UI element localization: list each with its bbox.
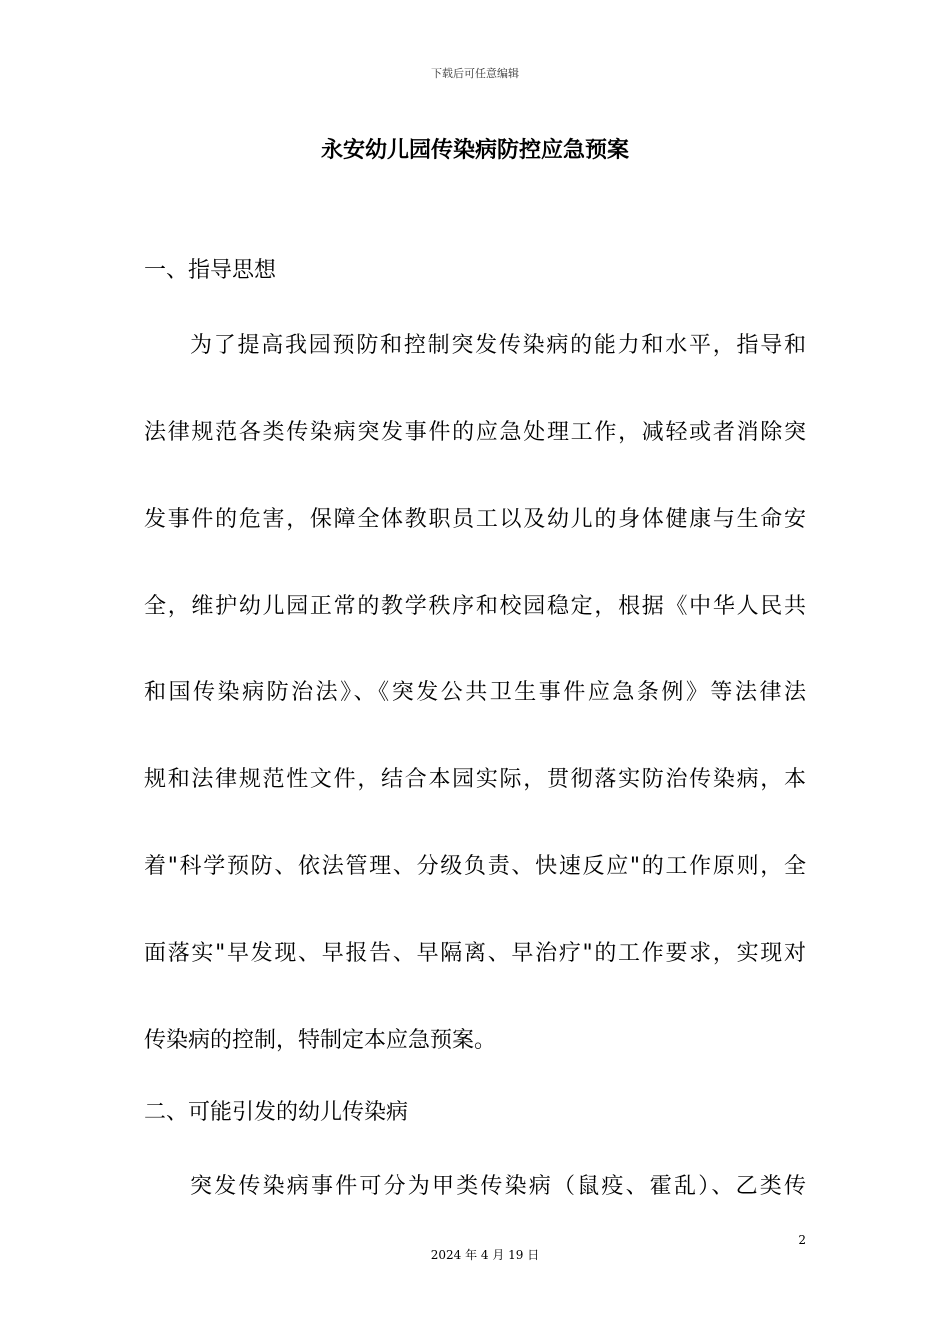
paragraph-line: 全，维护幼儿园正常的教学秩序和校园稳定，根据《中华人民共 bbox=[144, 594, 806, 619]
paragraph-line: 法律规范各类传染病突发事件的应急处理工作，减轻或者消除突 bbox=[144, 420, 806, 445]
page-number: 2 bbox=[798, 1233, 806, 1247]
paragraph-line: 突发传染病事件可分为甲类传染病（鼠疫、霍乱）、乙类传 bbox=[190, 1174, 806, 1199]
section-heading: 二、可能引发的幼儿传染病 bbox=[144, 1100, 409, 1125]
document-title: 永安幼儿园传染病防控应急预案 bbox=[320, 138, 629, 163]
paragraph-line: 传染病的控制，特制定本应急预案。 bbox=[144, 1028, 497, 1053]
paragraph-line: 和国传染病防治法》、《突发公共卫生事件应急条例》等法律法 bbox=[144, 680, 806, 705]
paragraph-line: 着"科学预防、依法管理、分级负责、快速反应"的工作原则，全 bbox=[144, 854, 806, 879]
paragraph-line: 规和法律规范性文件，结合本园实际，贯彻落实防治传染病，本 bbox=[144, 767, 806, 792]
paragraph-line: 为了提高我园预防和控制突发传染病的能力和水平，指导和 bbox=[190, 333, 806, 358]
section-heading: 一、指导思想 bbox=[144, 258, 277, 283]
footer-date: 2024 年 4 月 19 日 bbox=[430, 1248, 540, 1262]
paragraph-line: 面落实"早发现、早报告、早隔离、早治疗"的工作要求，实现对 bbox=[144, 941, 806, 966]
paragraph-line: 发事件的危害，保障全体教职员工以及幼儿的身体健康与生命安 bbox=[144, 507, 806, 532]
header-note: 下载后可任意编辑 bbox=[431, 67, 519, 80]
